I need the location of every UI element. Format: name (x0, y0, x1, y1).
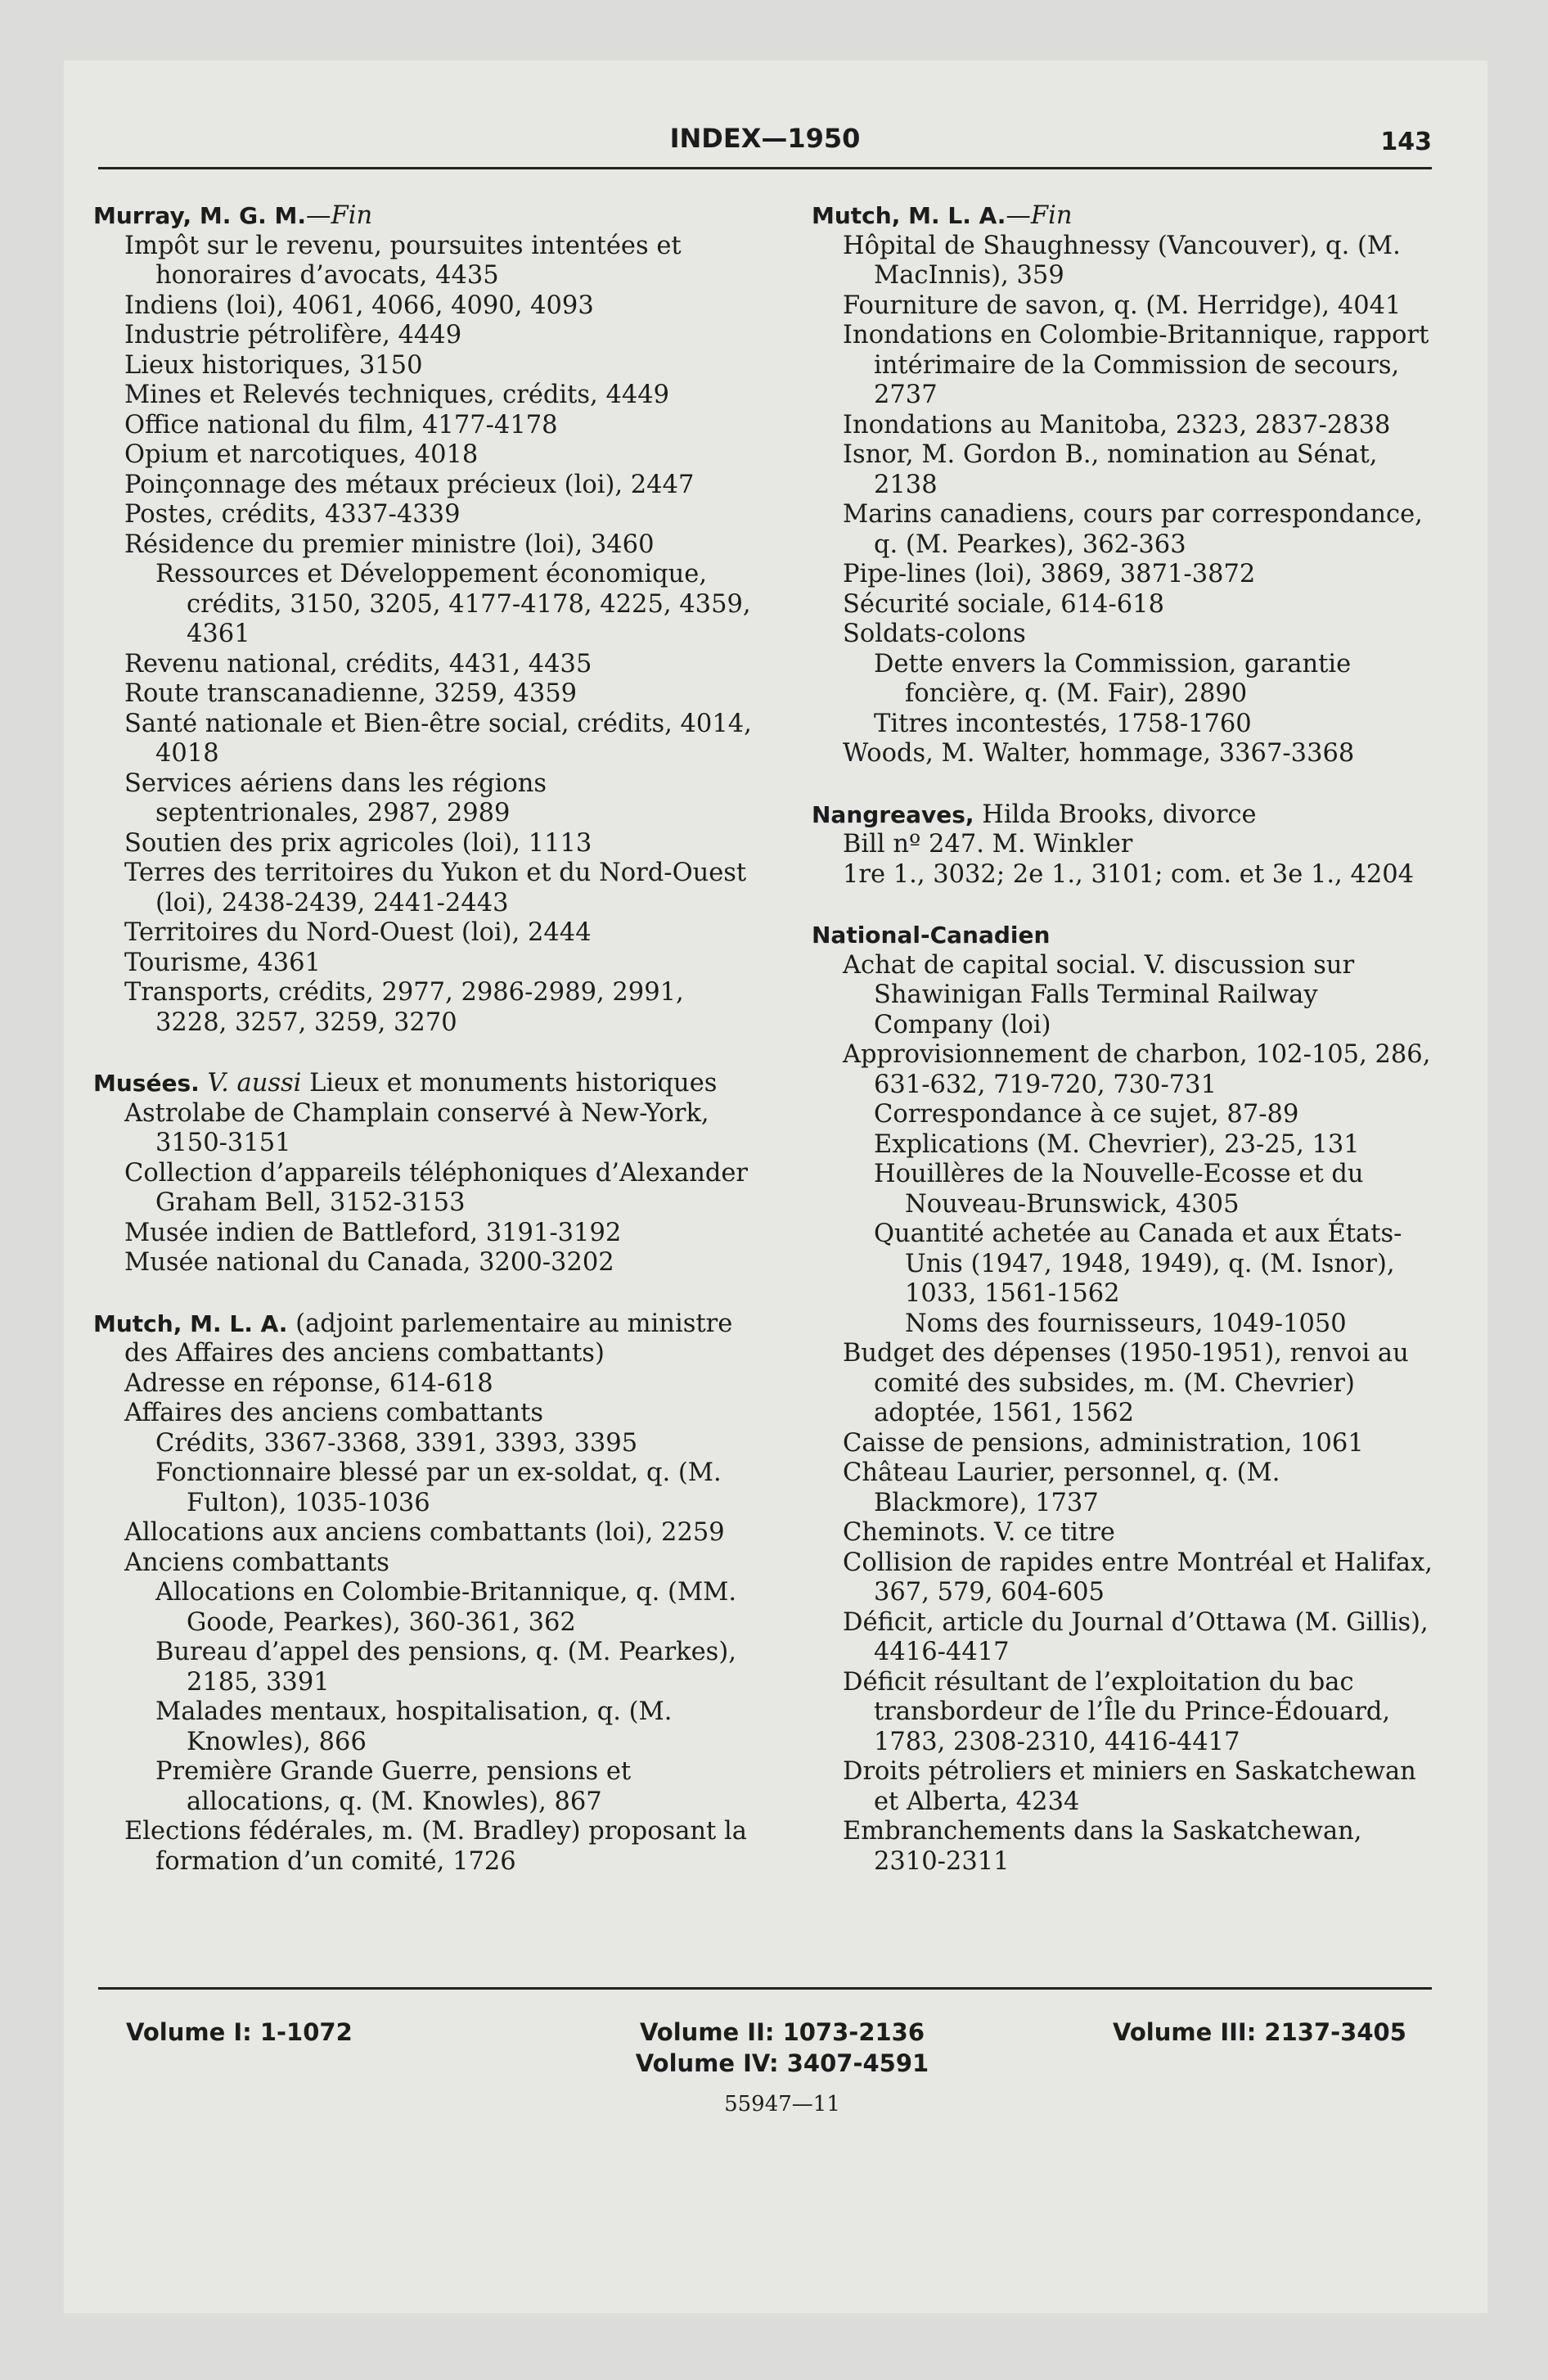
entry-text: Inondations au Manitoba, 2323, 2837-2838 (843, 410, 1391, 439)
index-subentry (93, 710, 758, 769)
entry-text: Indiens (loi), 4061, 4066, 4090, 4093 (124, 291, 594, 320)
entry-text: Affaires des anciens combattants (124, 1399, 544, 1427)
entry-text: Embranchements dans la Saskatchewan, 2310-2311 (843, 1817, 1362, 1876)
entry-text: Collection d’appareils téléphoniques d’Alexander Graham Bell, 3152-3153 (124, 1158, 749, 1217)
index-subentry (812, 739, 1433, 769)
entry-text: Soldats-colons (843, 620, 1026, 648)
entry-text: Revenu national, crédits, 4431, 4435 (124, 649, 592, 678)
entry-text: Dette envers la Commission, garantie foncière, q. (M. Fair), 2890 (874, 649, 1352, 708)
entry-text: Pipe-lines (loi), 3869, 3871-3872 (843, 560, 1256, 588)
entry-text: Territoires du Nord-Ouest (loi), 2444 (124, 918, 592, 947)
entry-text: Correspondance à ce sujet, 87-89 (874, 1100, 1299, 1129)
index-subentry (93, 829, 758, 859)
index-subentry (93, 1369, 758, 1400)
index-subentry (93, 1548, 758, 1579)
separator (974, 800, 983, 829)
entry-text: Opium et narcotiques, 4018 (124, 440, 479, 469)
entry-text: Office national du film, 4177-4178 (124, 410, 558, 439)
index-subentry (812, 620, 1433, 650)
index-subentry (812, 830, 1433, 860)
index-subentry (93, 679, 758, 710)
index-subentry (93, 1399, 758, 1429)
entry-text: Bureau d’appel des pensions, q. (M. Pearkes), 2185, 3391 (155, 1638, 736, 1697)
index-subentry (93, 1099, 758, 1159)
entry-text: Route transcanadienne, 3259, 4359 (124, 679, 578, 708)
index-subentry (812, 411, 1433, 441)
entry-qualifier: —Fin (306, 201, 373, 230)
entry-text: Fourniture de savon, q. (M. Herridge), 4041 (843, 291, 1402, 320)
index-subentry (93, 1429, 758, 1459)
volume-2-range: Volume II: 1073-2136 (639, 2018, 925, 2046)
index-subentry (93, 1578, 758, 1638)
index-entry-heading (93, 1309, 758, 1369)
entry-text: Déficit, article du Journal d’Ottawa (M. Gillis), 4416-4417 (843, 1607, 1429, 1666)
index-subentry (812, 321, 1433, 411)
entry-text: Lieux et monuments historiques (301, 1069, 718, 1098)
volume-3-range: Volume III: 2137-3405 (1113, 2018, 1406, 2046)
entry-text: Allocations aux anciens combattants (loi), 2259 (124, 1518, 725, 1547)
index-subentry (93, 291, 758, 322)
index-subentry (812, 440, 1433, 500)
entry-text: Titres incontestés, 1758-1760 (874, 709, 1252, 738)
entry-text: Caisse de pensions, administration, 1061 (843, 1428, 1364, 1458)
volume-4-range: Volume IV: 3407-4591 (635, 2049, 929, 2077)
index-subentry (93, 351, 758, 381)
index-subentry (93, 1757, 758, 1817)
entry-text: Hôpital de Shaughnessy (Vancouver), q. (M. MacInnis), 359 (843, 231, 1401, 290)
index-subentry (812, 710, 1433, 740)
index-entry-heading (812, 800, 1433, 831)
index-subentry (93, 321, 758, 351)
entry-text: Château Laurier, personnel, q. (M. Blackmore), 1737 (843, 1458, 1280, 1517)
entry-name: Murray, M. G. M. (93, 202, 307, 229)
entry-text: Crédits, 3367-3368, 3391, 3393, 3395 (155, 1428, 638, 1458)
index-subentry (812, 860, 1433, 890)
entry-name: Mutch, M. L. A. (93, 1309, 288, 1337)
entry-text: Impôt sur le revenu, poursuites intentées et honoraires d’avocats, 4435 (124, 231, 682, 290)
entry-text: Fonctionnaire blessé par un ex-soldat, q. (M. Fulton), 1035-1036 (155, 1458, 722, 1517)
index-entry-heading (812, 921, 1433, 951)
entry-text: Collision de rapides entre Montréal et Halifax, 367, 579, 604-605 (843, 1548, 1433, 1607)
index-subentry (93, 859, 758, 918)
index-subentry (93, 1697, 758, 1757)
entry-text: Poinçonnage des métaux précieux (loi), 2447 (124, 470, 695, 499)
index-subentry (93, 1159, 758, 1219)
index-subentry (93, 1638, 758, 1697)
index-subentry (93, 471, 758, 501)
entry-text: Mines et Relevés techniques, crédits, 4449 (124, 381, 670, 409)
index-subentry (812, 1309, 1433, 1340)
entry-name: Nangreaves, (812, 800, 974, 828)
index-subentry (812, 951, 1433, 1041)
index-entry-heading (93, 1069, 758, 1099)
entry-text: Ressources et Développement économique, crédits, 3150, 3205, 4177-4178, 4225, 4359, 4361 (155, 560, 751, 648)
entry-text: Astrolabe de Champlain conservé à New-York, 3150-3151 (124, 1098, 709, 1157)
entry-text: Postes, crédits, 4337-4339 (124, 500, 461, 529)
entry-name: Musées. (93, 1070, 200, 1097)
index-subentry (93, 411, 758, 441)
entry-text: Terres des territoires du Yukon et du Nord-Ouest (loi), 2438-2439, 2441-2443 (124, 859, 747, 917)
index-subentry (812, 1608, 1433, 1668)
index-subentry (93, 769, 758, 829)
index-subentry (812, 650, 1433, 710)
entry-text: Soutien des prix agricoles (loi), 1113 (124, 828, 592, 858)
entry-text: Santé nationale et Bien-être social, crédits, 4014, 4018 (124, 709, 752, 768)
entry-text: (adjoint parlementaire au ministre des Affaires des anciens combattants) (124, 1309, 733, 1368)
entry-text: Transports, crédits, 2977, 2986-2989, 2991, 3228, 3257, 3259, 3270 (124, 978, 684, 1037)
index-subentry (812, 291, 1433, 322)
entry-text: Sécurité sociale, 614-618 (843, 589, 1164, 619)
index-subentry (93, 1458, 758, 1518)
entry-text: Houillères de la Nouvelle-Ecosse et du Nouveau-Brunswick, 4305 (874, 1160, 1364, 1219)
entry-text: Tourisme, 4361 (124, 948, 321, 977)
entry-text: Inondations en Colombie-Britannique, rapport intérimaire de la Commission de secours, 2737 (843, 321, 1429, 409)
index-subentry (812, 590, 1433, 620)
entry-text: Allocations en Colombie-Britannique, q. (MM. Goode, Pearkes), 360-361, 362 (155, 1578, 737, 1637)
entry-text: Hilda Brooks, divorce (982, 800, 1257, 829)
entry-text: Isnor, M. Gordon B., nomination au Sénat, 2138 (843, 440, 1378, 499)
entry-text: Musée indien de Battleford, 3191-3192 (124, 1218, 622, 1247)
entry-qualifier: —Fin (1006, 201, 1073, 230)
index-subentry (93, 918, 758, 949)
entry-text: Musée national du Canada, 3200-3202 (124, 1248, 614, 1277)
index-subentry (812, 1130, 1433, 1161)
index-entry-heading (812, 201, 1433, 232)
entry-text: Elections fédérales, m. (M. Bradley) proposant la formation d’un comité, 1726 (124, 1817, 747, 1876)
entry-text: Cheminots. V. ce titre (843, 1518, 1115, 1547)
entry-text: Woods, M. Walter, hommage, 3367-3368 (843, 739, 1355, 768)
index-subentry (93, 949, 758, 979)
entry-text: Explications (M. Chevrier), 23-25, 131 (874, 1129, 1360, 1159)
index-subentry (812, 1040, 1433, 1100)
footer-rule (98, 1987, 1432, 1990)
entry-text: Déficit résultant de l’exploitation du bac transbordeur de l’Île du Prince-Édouard, 1783, 2308-2310, 4416-4417 (843, 1667, 1391, 1756)
index-subentry (812, 1100, 1433, 1130)
entry-text: Quantité achetée au Canada et aux États-Unis (1947, 1948, 1949), q. (M. Isnor), 1033, 1561-1562 (874, 1219, 1402, 1308)
index-subentry (812, 1548, 1433, 1608)
page-number: 143 (1380, 128, 1432, 156)
index-subentry (93, 1817, 758, 1877)
entry-text: Bill nº 247. M. Winkler (843, 830, 1133, 859)
entry-text: Adresse en réponse, 614-618 (124, 1368, 493, 1398)
index-subentry (812, 1757, 1433, 1817)
entry-text: Première Grande Guerre, pensions et allocations, q. (M. Knowles), 867 (155, 1757, 632, 1816)
entry-text: Services aériens dans les régions septentrionales, 2987, 2989 (124, 769, 547, 827)
index-subentry (93, 978, 758, 1038)
index-subentry (93, 440, 758, 471)
index-subentry (93, 500, 758, 530)
index-entry-heading (93, 201, 758, 232)
entry-text: 1re 1., 3032; 2e 1., 3101; com. et 3e 1., 4204 (843, 859, 1415, 889)
index-subentry (812, 1429, 1433, 1459)
index-subentry (812, 1339, 1433, 1429)
index-subentry (812, 232, 1433, 291)
entry-text: Résidence du premier ministre (loi), 3460 (124, 530, 655, 559)
entry-text: Marins canadiens, cours par correspondance, q. (M. Pearkes), 362-363 (843, 500, 1423, 559)
index-column-right (812, 201, 1433, 1877)
entry-name: Mutch, M. L. A. (812, 202, 1006, 229)
volume-2-4-ranges (619, 2017, 946, 2079)
page-header (98, 123, 1432, 169)
index-subentry (812, 1160, 1433, 1219)
entry-text: Malades mentaux, hospitalisation, q. (M. Knowles), 866 (155, 1697, 673, 1756)
index-subentry (812, 1817, 1433, 1877)
entry-text: Anciens combattants (124, 1548, 389, 1577)
entry-text: Industrie pétrolifère, 4449 (124, 321, 462, 349)
index-subentry (93, 1248, 758, 1278)
entry-text: Approvisionnement de charbon, 102-105, 286, 631-632, 719-720, 730-731 (843, 1040, 1431, 1099)
entry-text: Lieux historiques, 3150 (124, 350, 423, 380)
entry-text: Noms des fournisseurs, 1049-1050 (905, 1309, 1347, 1338)
index-subentry (93, 1219, 758, 1249)
index-column-left (93, 201, 758, 1877)
separator (287, 1309, 295, 1338)
index-subentry (812, 1668, 1433, 1758)
entry-text: Droits pétroliers et miniers en Saskatchewan et Alberta, 4234 (843, 1757, 1416, 1816)
entry-text: Budget des dépenses (1950-1951), renvoi au comité des subsides, m. (M. Chevrier) adoptée, 1561, 1562 (843, 1339, 1409, 1427)
index-subentry (812, 500, 1433, 560)
entry-qualifier: V. aussi (207, 1069, 302, 1098)
index-subentry (812, 560, 1433, 590)
entry-text: Achat de capital social. V. discussion sur Shawinigan Falls Terminal Railway Company (loi) (843, 950, 1355, 1039)
index-subentry (93, 560, 758, 650)
volume-1-range: Volume I: 1-1072 (126, 2018, 353, 2046)
index-subentry (93, 1518, 758, 1548)
print-code: 55947—11 (724, 2092, 840, 2116)
entry-name: National-Canadien (812, 922, 1051, 949)
index-subentry (93, 650, 758, 680)
running-title: INDEX—1950 (669, 123, 861, 154)
index-subentry (93, 232, 758, 291)
index-subentry (93, 381, 758, 411)
index-subentry (812, 1518, 1433, 1548)
separator (200, 1069, 208, 1098)
index-subentry (812, 1458, 1433, 1518)
index-subentry (93, 530, 758, 561)
index-subentry (812, 1219, 1433, 1309)
